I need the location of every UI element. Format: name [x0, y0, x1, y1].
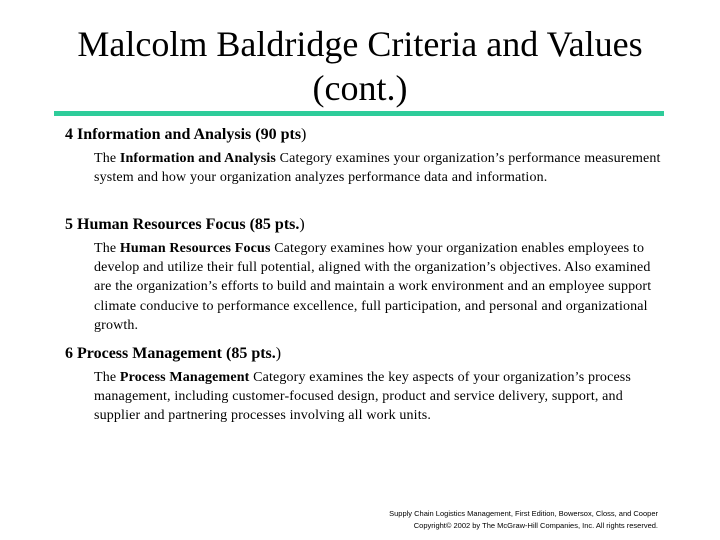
section-process-management — [65, 344, 665, 426]
section-heading — [65, 125, 665, 145]
section-body-rest: Category examines your organization’s performance measurement system and how your organization analyzes performance data and information. — [94, 151, 661, 186]
section-heading-text: 5 Human Resources Focus (85 pts. — [65, 216, 300, 233]
title-divider — [54, 111, 664, 116]
section-heading-tail: ) — [299, 216, 305, 233]
section-human-resources — [65, 215, 665, 335]
section-body — [94, 368, 665, 426]
section-body-rest: Category examines the key aspects of your organization’s process management, including customer-focused design, product and service delivery, support, and supplier and partnering processes involving all work units. — [94, 370, 632, 424]
footer-line2: Copyright© 2002 by The McGraw-Hill Companies, Inc. All rights reserved. — [413, 521, 658, 530]
section-body-bold: Human Resources Focus — [119, 241, 271, 256]
slide-title-line1: Malcolm Baldridge Criteria and Values — [77, 24, 643, 64]
section-body — [94, 239, 665, 335]
section-body-intro: The — [94, 241, 120, 256]
section-information-analysis — [65, 125, 665, 187]
section-body-rest: Category examines how your organization enables employees to develop and utilize their full potential, aligned with the organization’s objectives. Also examined are the organization’s efforts to build and maintain a work environment and an employee support climate conducive to performance excellence, full participation, and personal and organizational growth. — [94, 241, 652, 333]
section-body — [94, 149, 665, 187]
section-body-bold: Information and Analysis — [119, 151, 276, 166]
copyright-footer — [389, 508, 658, 532]
section-heading-tail: ) — [275, 345, 282, 362]
section-body-bold: Process Management — [119, 370, 250, 385]
section-body-intro: The — [94, 370, 120, 385]
section-heading-tail: ) — [301, 126, 307, 143]
section-body-intro: The — [94, 151, 120, 166]
slide-title-line2: (cont.) — [312, 68, 408, 108]
section-heading — [65, 215, 665, 235]
footer-line1: Supply Chain Logistics Management, First Edition, Bowersox, Closs, and Cooper — [389, 509, 658, 518]
section-heading — [65, 344, 665, 364]
section-heading-text: 4 Information and Analysis (90 pts — [65, 126, 302, 143]
section-heading-text: 6 Process Management (85 pts. — [65, 345, 276, 362]
slide-title — [0, 22, 720, 110]
